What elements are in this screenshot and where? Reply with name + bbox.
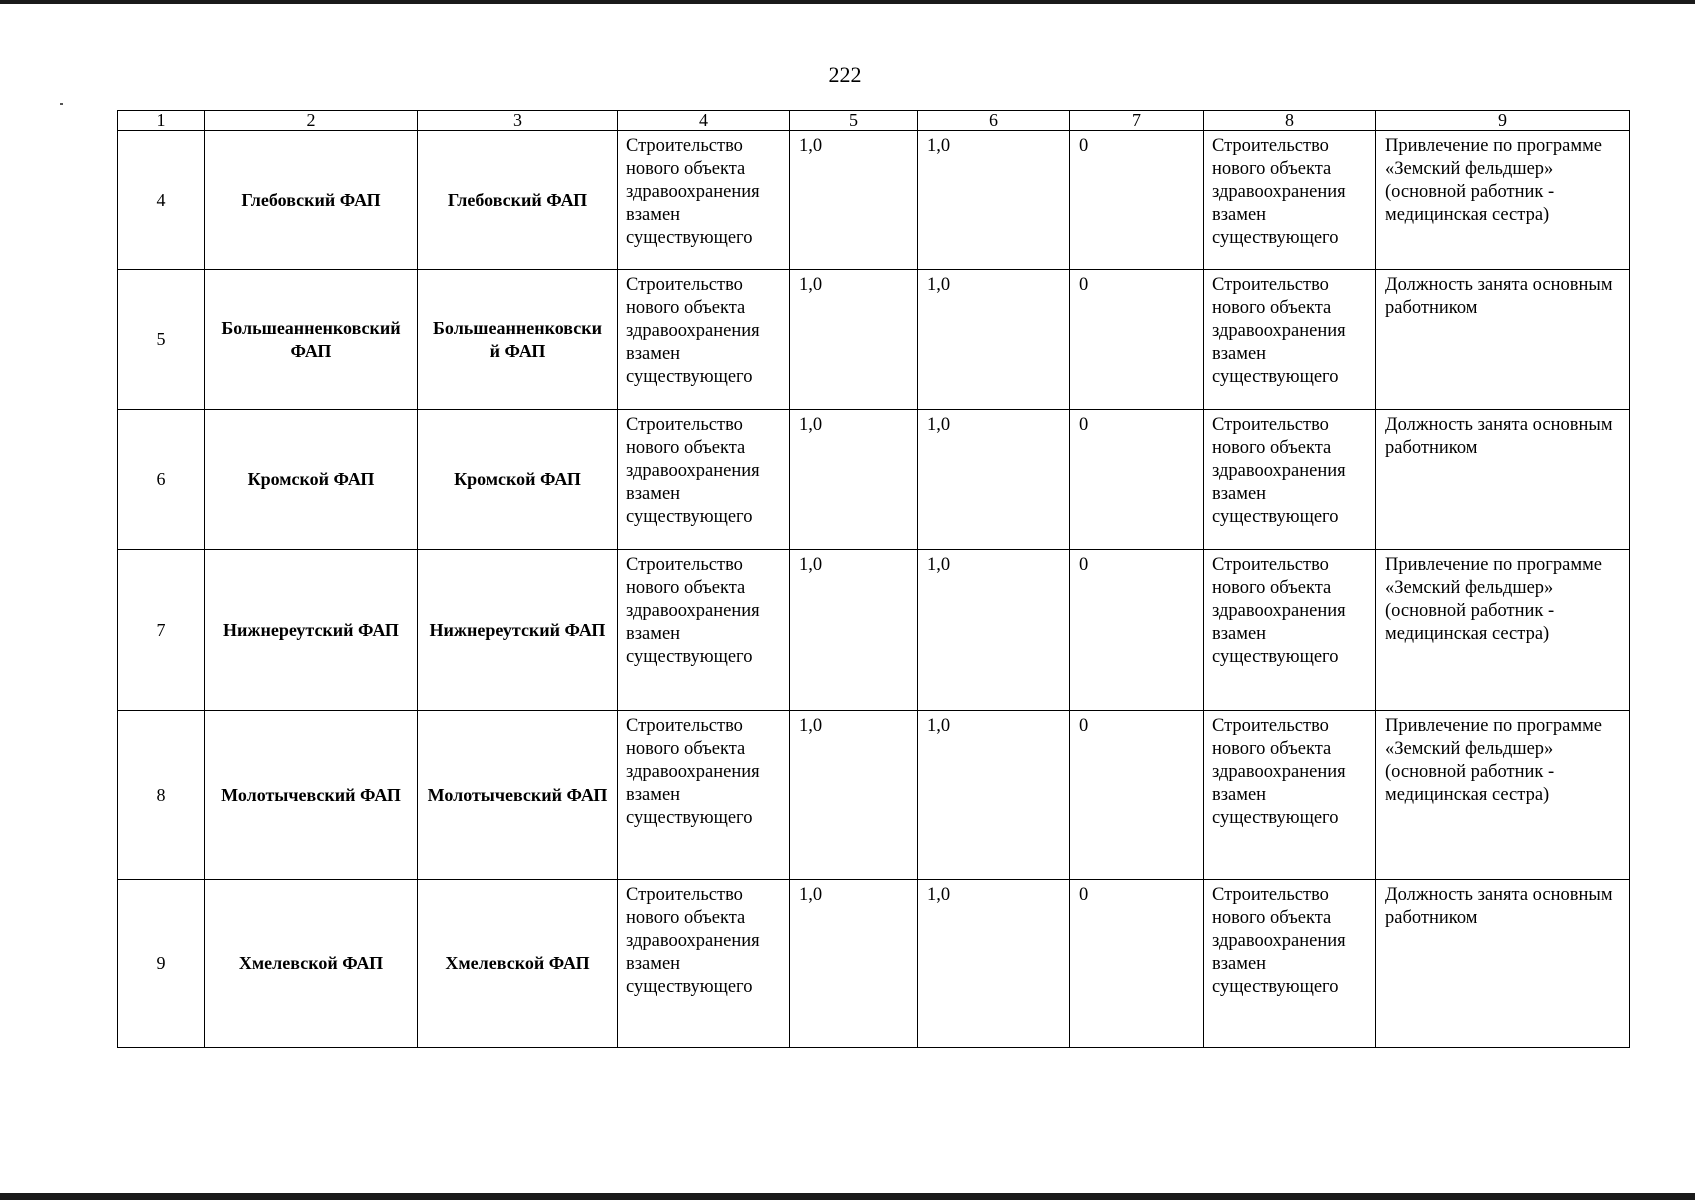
activity-result: Строительство нового объекта здравоохранения взамен существующего: [1204, 410, 1376, 550]
header-cell-2: 2: [205, 111, 418, 131]
fap-name: Кромской ФАП: [205, 410, 418, 550]
planned-activity: Строительство нового объекта здравоохранения взамен существующего: [618, 550, 790, 711]
header-row: [118, 111, 1630, 131]
facility-name: Большеанненковски й ФАП: [418, 270, 618, 410]
staffing-note: Должность занята основным работником: [1376, 880, 1630, 1048]
facility-name: Глебовский ФАП: [418, 131, 618, 270]
planned-activity: Строительство нового объекта здравоохранения взамен существующего: [618, 711, 790, 880]
activity-result: Строительство нового объекта здравоохранения взамен существующего: [1204, 880, 1376, 1048]
row-number: 8: [118, 711, 205, 880]
planned-activity: Строительство нового объекта здравоохранения взамен существующего: [618, 880, 790, 1048]
header-cell-9: 9: [1376, 111, 1630, 131]
scan-border-top: [0, 0, 1695, 4]
table-row: [118, 410, 1630, 550]
header-cell-6: 6: [918, 111, 1070, 131]
row-number: 6: [118, 410, 205, 550]
table-row: [118, 880, 1630, 1048]
value-col7: 0: [1070, 131, 1204, 270]
facilities-table: [117, 110, 1630, 1048]
staffing-note: Должность занята основным работником: [1376, 270, 1630, 410]
header-cell-7: 7: [1070, 111, 1204, 131]
value-col6: 1,0: [918, 131, 1070, 270]
value-col5: 1,0: [790, 550, 918, 711]
staffing-note: Привлечение по программе «Земский фельдшер» (основной работник - медицинская сестра): [1376, 711, 1630, 880]
staffing-note: Привлечение по программе «Земский фельдшер» (основной работник - медицинская сестра): [1376, 131, 1630, 270]
value-col5: 1,0: [790, 270, 918, 410]
table-row: [118, 131, 1630, 270]
value-col6: 1,0: [918, 711, 1070, 880]
row-number: 9: [118, 880, 205, 1048]
header-cell-3: 3: [418, 111, 618, 131]
planned-activity: Строительство нового объекта здравоохранения взамен существующего: [618, 131, 790, 270]
value-col7: 0: [1070, 270, 1204, 410]
value-col6: 1,0: [918, 880, 1070, 1048]
staffing-note: Должность занята основным работником: [1376, 410, 1630, 550]
value-col5: 1,0: [790, 711, 918, 880]
facility-name: Хмелевской ФАП: [418, 880, 618, 1048]
facility-name: Нижнереутский ФАП: [418, 550, 618, 711]
fap-name: Большеанненковский ФАП: [205, 270, 418, 410]
activity-result: Строительство нового объекта здравоохранения взамен существующего: [1204, 711, 1376, 880]
scan-speck: [60, 103, 63, 105]
value-col6: 1,0: [918, 550, 1070, 711]
fap-name: Молотычевский ФАП: [205, 711, 418, 880]
facility-name: Молотычевский ФАП: [418, 711, 618, 880]
header-cell-5: 5: [790, 111, 918, 131]
page-number: 222: [828, 62, 862, 87]
table-row: [118, 711, 1630, 880]
value-col5: 1,0: [790, 131, 918, 270]
value-col7: 0: [1070, 711, 1204, 880]
value-col6: 1,0: [918, 270, 1070, 410]
row-number: 5: [118, 270, 205, 410]
staffing-note: Привлечение по программе «Земский фельдшер» (основной работник - медицинская сестра): [1376, 550, 1630, 711]
row-number: 4: [118, 131, 205, 270]
header-cell-1: 1: [118, 111, 205, 131]
facility-name: Кромской ФАП: [418, 410, 618, 550]
header-cell-4: 4: [618, 111, 790, 131]
fap-name: Нижнереутский ФАП: [205, 550, 418, 711]
row-number: 7: [118, 550, 205, 711]
planned-activity: Строительство нового объекта здравоохранения взамен существующего: [618, 270, 790, 410]
value-col6: 1,0: [918, 410, 1070, 550]
fap-name: Глебовский ФАП: [205, 131, 418, 270]
header-cell-8: 8: [1204, 111, 1376, 131]
activity-result: Строительство нового объекта здравоохранения взамен существующего: [1204, 270, 1376, 410]
scan-border-bottom: [0, 1193, 1695, 1200]
table-row: [118, 550, 1630, 711]
value-col7: 0: [1070, 550, 1204, 711]
activity-result: Строительство нового объекта здравоохранения взамен существующего: [1204, 550, 1376, 711]
fap-name: Хмелевской ФАП: [205, 880, 418, 1048]
table-row: [118, 270, 1630, 410]
value-col5: 1,0: [790, 880, 918, 1048]
value-col7: 0: [1070, 880, 1204, 1048]
value-col7: 0: [1070, 410, 1204, 550]
activity-result: Строительство нового объекта здравоохранения взамен существующего: [1204, 131, 1376, 270]
planned-activity: Строительство нового объекта здравоохранения взамен существующего: [618, 410, 790, 550]
value-col5: 1,0: [790, 410, 918, 550]
